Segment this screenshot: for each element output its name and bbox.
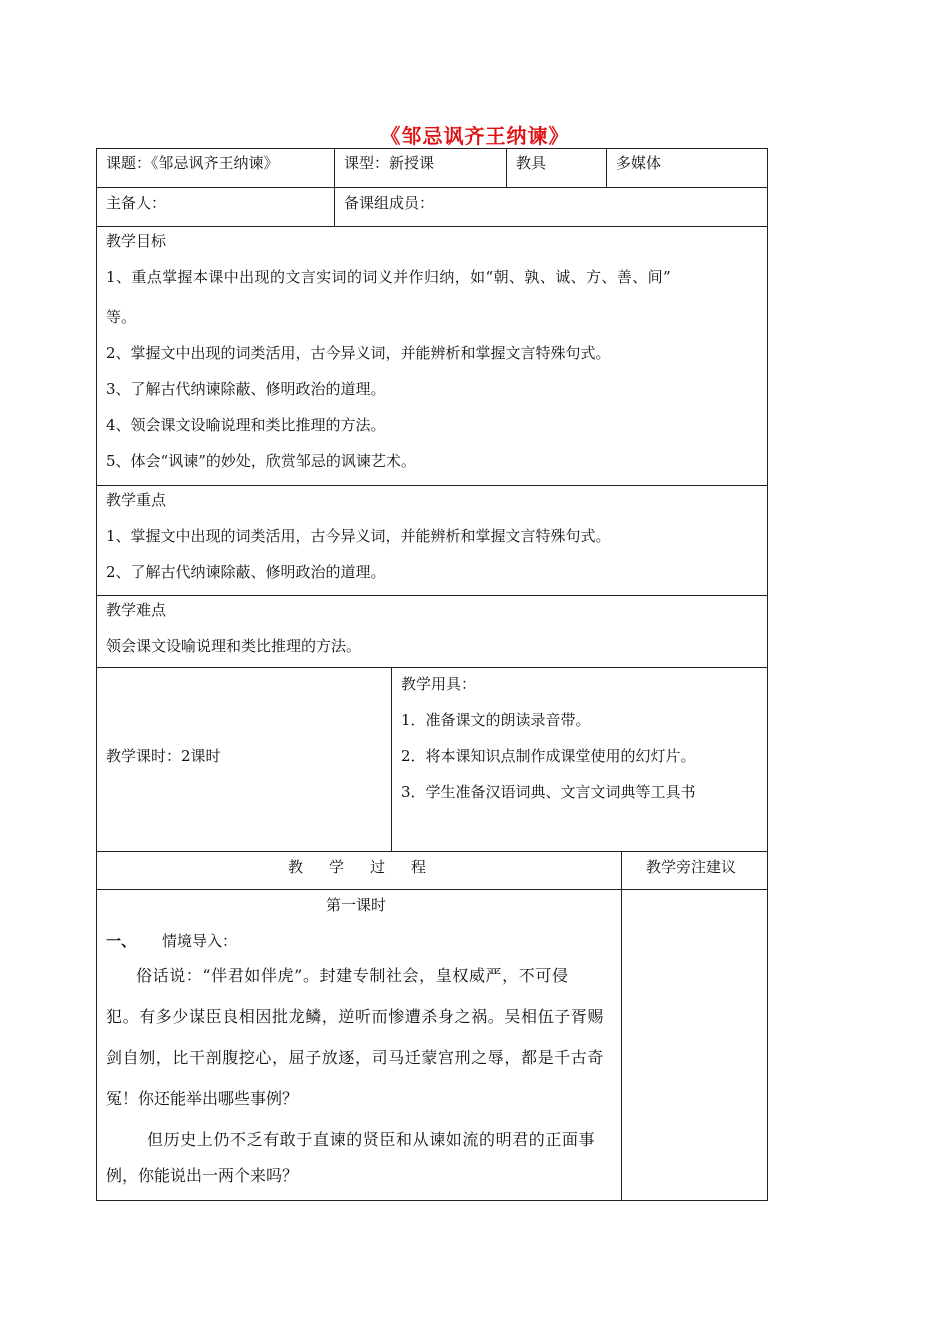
preparer-cell: 主备人： — [106, 194, 167, 212]
difficulty-text: 领会课文设喻说理和类比推理的方法。 — [106, 637, 362, 655]
tools-label-cell: 教具 — [516, 154, 547, 172]
objective-item: 5、体会“讽谏”的妙处，欣赏邹忌的讽谏艺术。 — [106, 452, 416, 470]
table-rule — [96, 667, 768, 668]
objective-item: 3、了解古代纳谏除蔽、修明政治的道理。 — [106, 380, 386, 398]
objective-item: 4、领会课文设喻说理和类比推理的方法。 — [106, 416, 386, 434]
table-rule — [96, 148, 97, 1201]
topic-cell: 课题：《邹忌讽齐王纳谏》 — [106, 154, 279, 172]
objective-item: 等。 — [106, 308, 137, 326]
table-rule — [96, 851, 768, 852]
table-rule — [767, 148, 768, 1201]
session-label: 第一课时 — [326, 896, 387, 914]
section-title: 情境导入： — [162, 932, 238, 950]
table-rule — [334, 148, 335, 226]
tools-value-cell: 多媒体 — [616, 154, 662, 172]
aid-item: 3．学生准备汉语词典、文言文词典等工具书 — [401, 783, 696, 801]
lesson-type-cell: 课型：新授课 — [344, 154, 435, 172]
key-points-heading: 教学重点 — [106, 491, 167, 509]
paragraph-line: 但历史上仍不乏有敢于直谏的贤臣和从谏如流的明君的正面事 — [147, 1130, 596, 1149]
difficulties-heading: 教学难点 — [106, 601, 167, 619]
paragraph-line: 冤！你还能举出哪些事例？ — [106, 1089, 299, 1108]
table-rule — [606, 148, 607, 187]
aids-heading: 教学用具： — [401, 675, 477, 693]
group-members-cell: 备课组成员： — [344, 194, 435, 212]
paragraph-line: 犯。有多少谋臣良相因批龙鳞，逆听而惨遭杀身之祸。吴相伍子胥赐 — [106, 1007, 605, 1026]
class-hours: 教学课时：2课时 — [106, 747, 221, 765]
table-rule — [96, 485, 768, 486]
table-rule — [391, 667, 392, 851]
side-notes-heading: 教学旁注建议 — [646, 858, 737, 876]
table-rule — [621, 851, 622, 1200]
table-rule — [96, 1200, 768, 1201]
table-rule — [96, 226, 768, 227]
key-point-item: 1、掌握文中出现的词类活用，古今异义词，并能辨析和掌握文言特殊句式。 — [106, 527, 611, 545]
objective-item: 2、掌握文中出现的词类活用，古今异义词，并能辨析和掌握文言特殊句式。 — [106, 344, 611, 362]
paragraph-line: 俗话说：“伴君如伴虎”。封建专制社会，皇权威严，不可侵 — [136, 966, 569, 985]
table-rule — [96, 187, 768, 188]
table-rule — [96, 889, 768, 890]
key-point-item: 2、了解古代纳谏除蔽、修明政治的道理。 — [106, 563, 386, 581]
table-rule — [506, 148, 507, 187]
aid-item: 1．准备课文的朗读录音带。 — [401, 711, 591, 729]
table-rule — [96, 148, 768, 149]
paragraph-line: 剑自刎，比干剖腹挖心，屈子放逐，司马迁蒙宫刑之辱，都是千古奇 — [106, 1048, 605, 1067]
process-heading: 教学过程 — [288, 858, 453, 876]
paragraph-line: 例，你能说出一两个来吗？ — [106, 1166, 299, 1185]
aid-item: 2．将本课知识点制作成课堂使用的幻灯片。 — [401, 747, 696, 765]
objective-item: 1、重点掌握本课中出现的文言实词的词义并作归纳，如“朝、孰、诚、方、善、间” — [106, 268, 672, 286]
table-rule — [96, 595, 768, 596]
section-number: 一、 — [106, 932, 137, 950]
document-title: 《邹忌讽齐王纳谏》 — [380, 124, 570, 148]
objectives-heading: 教学目标 — [106, 232, 167, 250]
